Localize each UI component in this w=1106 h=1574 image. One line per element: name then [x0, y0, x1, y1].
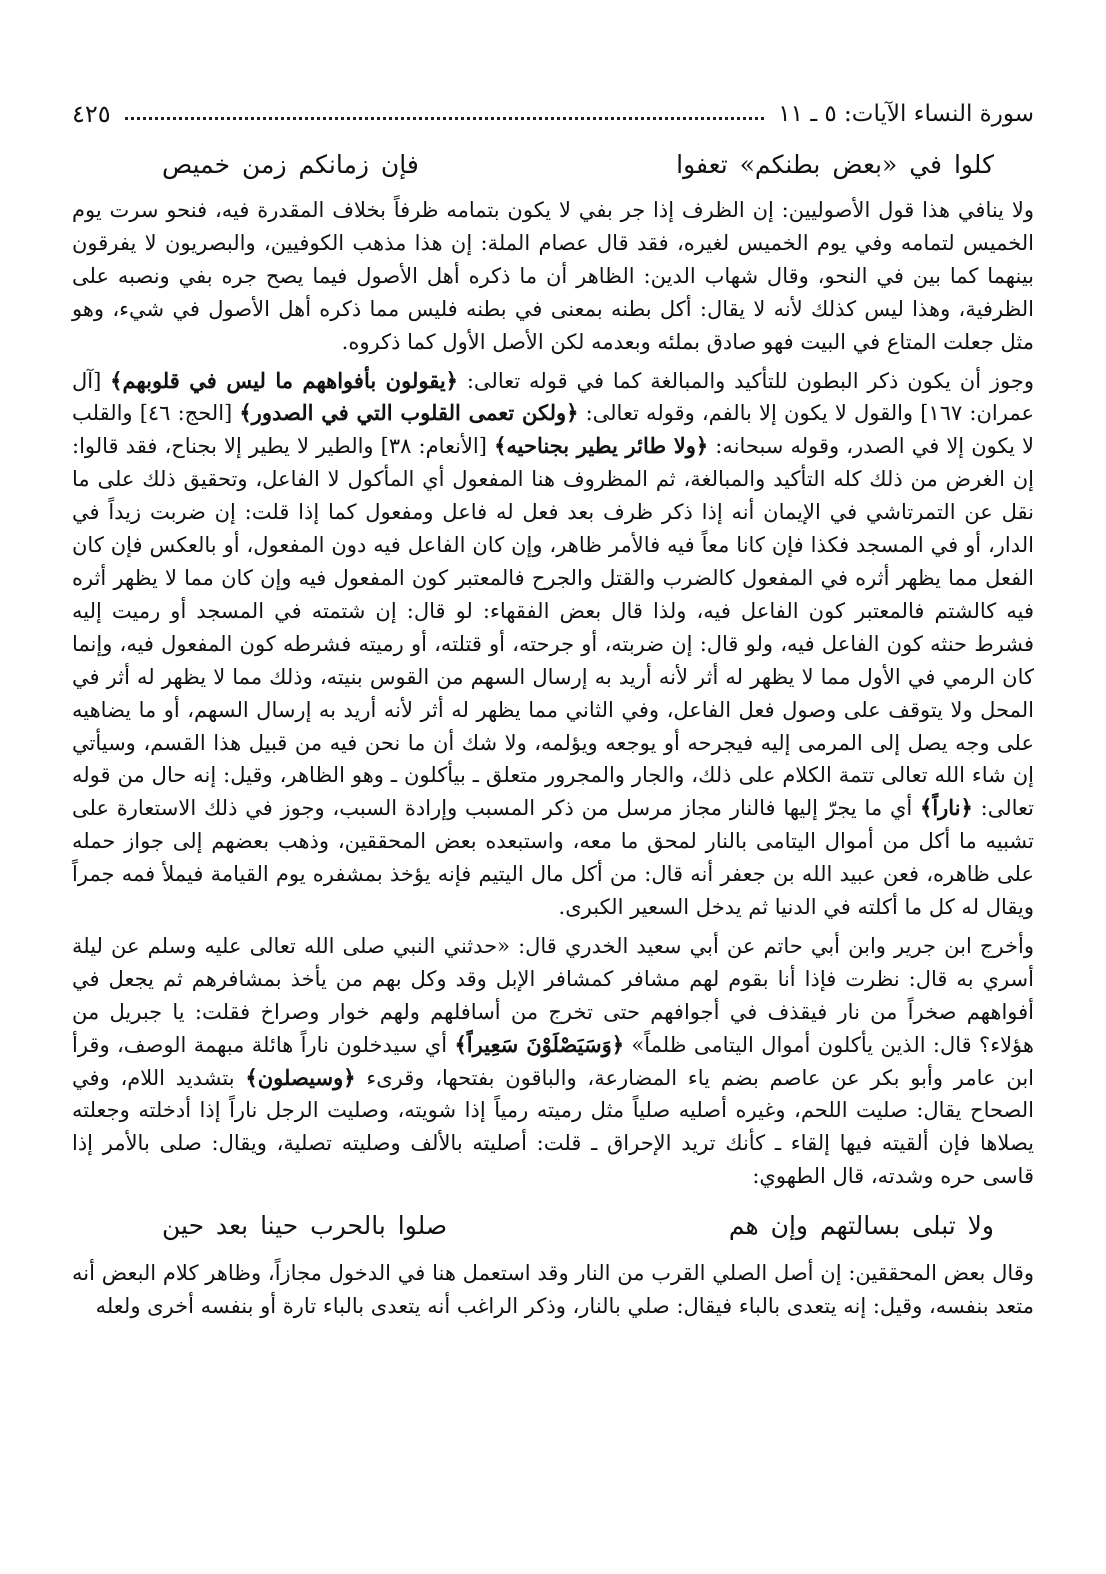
text-run: وأخرج ابن جرير وابن أبي حاتم عن أبي سعيد الخدري قال: «حدثني النبي صلى الله تعالى عليه وسلم عن ليلة أسري به قال: نظرت فإذا أنا بقوم لهم مشافر كمشافر الإبل وقد وكل بهم من يأخذ بمشافرهم ثم يجعل في أفواههم صخراً من نار فيقذف في أجوافهم حتى تخرج من أسافلهم ولهم خوار وصراخ فقلت: يا جبريل من هؤلاء؟ قال: الذين يأكلون أموال اليتامى ظلماً» [72, 933, 1034, 1057]
quran-quote: ﴿ولا طائر يطير بجناحيه﴾ [494, 433, 709, 459]
text-run: أي سيدخلون ناراً هائلة مبهمة الوصف، وقرأ ابن عامر وأبو بكر عن عاصم بضم ياء المضارعة، والباقون بفتحها، وقرىء [72, 1032, 1034, 1090]
page-number: ٤٢٥ [72, 100, 111, 128]
quran-quote: ﴿يقولون بأفواههم ما ليس في قلوبهم﴾ [110, 367, 458, 393]
verse-second-hemistich: فإن زمانكم زمن خميص [162, 150, 419, 179]
text-run: أي ما يجرّ إليها فالنار مجاز مرسل من ذكر المسبب وإرادة السبب، وجوز في ذلك الاستعارة على تشبيه ما أكل من أموال اليتامى بالنار لمحق ما معه، واستبعده بعض المحققين، وذهب بعضهم إلى جواز حمله على ظاهره، فعن عبيد الله بن جعفر أنه قال: من أكل مال اليتيم فإنه يؤخذ بمشفره يوم القيامة فيملأ فمه جمراً ويقال له كل ما أكلته في الدنيا ثم يدخل السعير الكبرى. [72, 796, 1034, 920]
paragraph: وقال بعض المحققين: إن أصل الصلي القرب من النار وقد استعمل هنا في الدخول مجازاً، وظاهر كلام البعض أنه متعد بنفسه، وقيل: إنه يتعدى بالباء فيقال: صلي بالنار، وذكر الراغب أنه يتعدى بالباء تارة أو بنفسه أخرى ولعله [72, 1261, 1034, 1319]
text-run: [الأنعام: ٣٨] والطير لا يطير إلا بجناح، فقد قالوا: إن الغرض من ذلك كله التأكيد والمبالغة، ثم المظروف هنا المفعول أي المأكول لا الفاعل، وتحقيق ذلك على ما نقل عن التمرتاشي في الإيمان أنه إذا ذكر ظرف بعد فعل له فاعل ومفعول كما إذا قلت: إن ضربت زيداً في الدار، أو في المسجد فكذا فإن كانا معاً فيه فالأمر ظاهر، وإن كان الفاعل فيه دون المفعول، أو بالعكس فإن كان الفعل مما يظهر أثره في المفعول كالضرب والقتل والجرح فالمعتبر كون المفعول فيه وإن كان مما لا يظهر أثره فيه كالشتم فالمعتبر كون الفاعل فيه، ولذا قال بعض الفقهاء: لو قال: إن شتمته في المسجد أو رميت إليه فشرط حنثه كون الفاعل فيه، ولو قال: إن ضربته، أو جرحته، أو قتلته، أو رميته فشرطه كون المفعول فيه، وإنما كان الرمي في الأول مما لا يظهر له أثر لأنه أريد به إرسال السهم من القوس بنيته، وذلك مما لا يظهر له أثر في المحل ولا يتوقف على وصول فعل الفاعل، وفي الثاني مما يظهر له أثر لأنه أريد به إرسال السهم، أو ما يضاهيه على وجه يصل إلى المرمى إليه فيجرحه أو يوجعه ويؤلمه، ولا شك أن ما نحن فيه من قبيل هذا القسم، وسيأتي إن شاء الله تعالى تتمة الكلام على ذلك، والجار والمجرور متعلق ـ بيأكلون ـ وهو الظاهر، وقيل: إنه حال من قوله تعالى: [72, 434, 1034, 821]
header-dotted-leader [125, 117, 765, 120]
paragraph [72, 930, 1034, 1193]
poetry-verse [72, 146, 1034, 190]
paragraph [72, 365, 1034, 924]
text-run: وجوز أن يكون ذكر البطون للتأكيد والمبالغة كما في قوله تعالى: [457, 368, 1035, 393]
surah-title: سورة النساء الآيات: ٥ ـ ١١ [778, 101, 1034, 127]
page-header [72, 86, 1034, 126]
text-run: بتشديد اللام، وفي الصحاح يقال: صليت اللحم، وغيره أصليه صلياً مثل رميته رمياً إذا شويته، وصليت الرجل ناراً إذا أدخلته وجعلته يصلاها فإن ألقيته فيها إلقاء ـ كأنك تريد الإحراق ـ قلت: أصليته بالألف وصليته تصلية، ويقال: صلى بالأمر إذا قاسى حره وشدته، قال الطهوي: [72, 1065, 1034, 1189]
paragraph: ولا ينافي هذا قول الأصوليين: إن الظرف إذا جر بفي لا يكون بتمامه ظرفاً بخلاف المقدرة فيه، فنحو سرت يوم الخميس لتمامه وفي يوم الخميس لغيره، فقد قال عصام الملة: إن هذا مذهب الكوفيين، والبصريون لا يفرقون بينهما كما بين في النحو، وقال شهاب الدين: الظاهر أن ما ذكره أهل الأصول فيما يصح جره بفي ونصبه على الظرفية، وهذا ليس كذلك لأنه لا يقال: أكل بطنه بمعنى في بطنه فليس مما ذكره أهل الأصول في شيء، وهو مثل جعلت المتاع في البيت فهو صادق بملئه وبعدمه لكن الأصل الأول كما ذكروه. [72, 198, 1034, 354]
text-run: [الحج: ٤٦] والقلب لا يكون إلا في الصدر، وقوله سبحانه: [72, 401, 1035, 459]
verse-first-hemistich: ولا تبلى بسالتهم وإن هم [728, 1211, 994, 1241]
verse-first-hemistich: كلوا في «بعض بطنكم» تعفوا [676, 150, 994, 179]
verse-second-hemistich: صلوا بالحرب حينا بعد حين [162, 1211, 448, 1241]
text-run: [آل عمران: ١٦٧] والقول لا يكون إلا بالفم، وقوله تعالى: [72, 368, 1034, 426]
quran-quote: ﴿ولكن تعمى القلوب التي في الصدور﴾ [239, 400, 579, 426]
quran-quote: ﴿وَسَيَصْلَوْنَ سَعِيراً﴾ [454, 1031, 625, 1057]
quran-quote: ﴿ناراً﴾ [920, 795, 973, 821]
poetry-verse [72, 1207, 1034, 1251]
quran-quote: ﴿وسيصلون﴾ [245, 1064, 356, 1090]
